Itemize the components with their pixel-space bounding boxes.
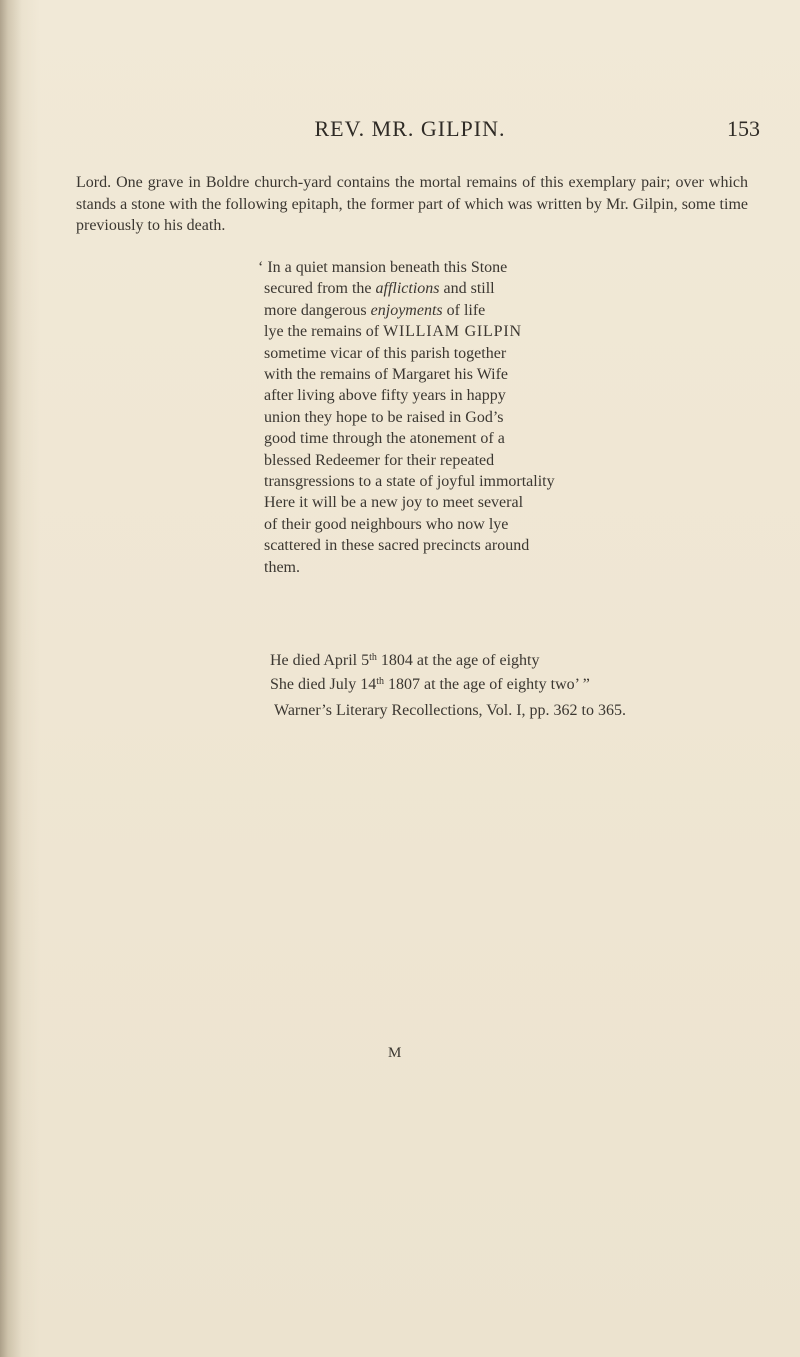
epitaph-name-caps: WILLIAM GILPIN <box>383 323 522 341</box>
date-superscript: th <box>369 652 377 663</box>
epitaph-line: union they hope to be raised in God’s <box>264 408 504 426</box>
page-number: 153 <box>727 116 760 141</box>
epitaph-line: after living above fifty years in happy <box>264 387 506 405</box>
intro-paragraph: Lord. One grave in Boldre church-yard contains the mortal remains of this exemplary pair; over which stands a stone with the following epitaph, the former part of which was written by Mr. Gilpin, some time previously to his death. <box>76 174 748 234</box>
his-death-date <box>270 647 750 671</box>
running-title: REV. MR. GILPIN. <box>314 116 506 141</box>
epitaph-line: ‘ In a quiet mansion beneath this Stone <box>258 259 508 276</box>
epitaph-line <box>264 278 754 299</box>
date-text: 1804 at the age of eighty <box>376 652 540 669</box>
epitaph-line: good time through the atonement of a <box>264 430 505 448</box>
date-text: She died July 14 <box>270 676 377 694</box>
date-text: 1807 at the age of eighty two’ ” <box>384 676 590 694</box>
epitaph-line: Here it will be a new joy to meet several <box>264 494 524 512</box>
epitaph-line: blessed Redeemer for their repeated <box>264 451 495 469</box>
her-death-date <box>270 671 750 695</box>
signature-mark: M <box>388 1045 402 1061</box>
epitaph-quote <box>258 257 754 578</box>
epitaph-line: them. <box>264 558 300 576</box>
epitaph-text: lye the remains of <box>264 323 384 341</box>
epitaph-text: secured from the <box>264 280 376 298</box>
epitaph-line: with the remains of Margaret his Wife <box>264 366 509 384</box>
epitaph-line <box>264 300 754 321</box>
epitaph-text: more dangerous <box>264 301 371 319</box>
epitaph-line: scattered in these sacred precincts around <box>264 537 530 555</box>
page-header <box>60 116 760 146</box>
epitaph-italic-text: enjoyments <box>370 301 443 319</box>
epitaph-text: of life <box>442 301 486 319</box>
epitaph-line: sometime vicar of this parish together <box>264 344 507 362</box>
epitaph-text: and still <box>439 280 495 298</box>
date-superscript: th <box>376 676 384 688</box>
source-citation: Warner’s Literary Recollections, Vol. I, pp. 362 to 365. <box>274 702 626 719</box>
death-dates <box>270 647 750 696</box>
epitaph-italic-text: afflictions <box>375 280 440 298</box>
epitaph-line: of their good neighbours who now lye <box>264 515 509 533</box>
epitaph-line: transgressions to a state of joyful immortality <box>264 473 555 491</box>
epitaph-line <box>264 321 754 342</box>
date-text: He died April 5 <box>270 652 370 669</box>
